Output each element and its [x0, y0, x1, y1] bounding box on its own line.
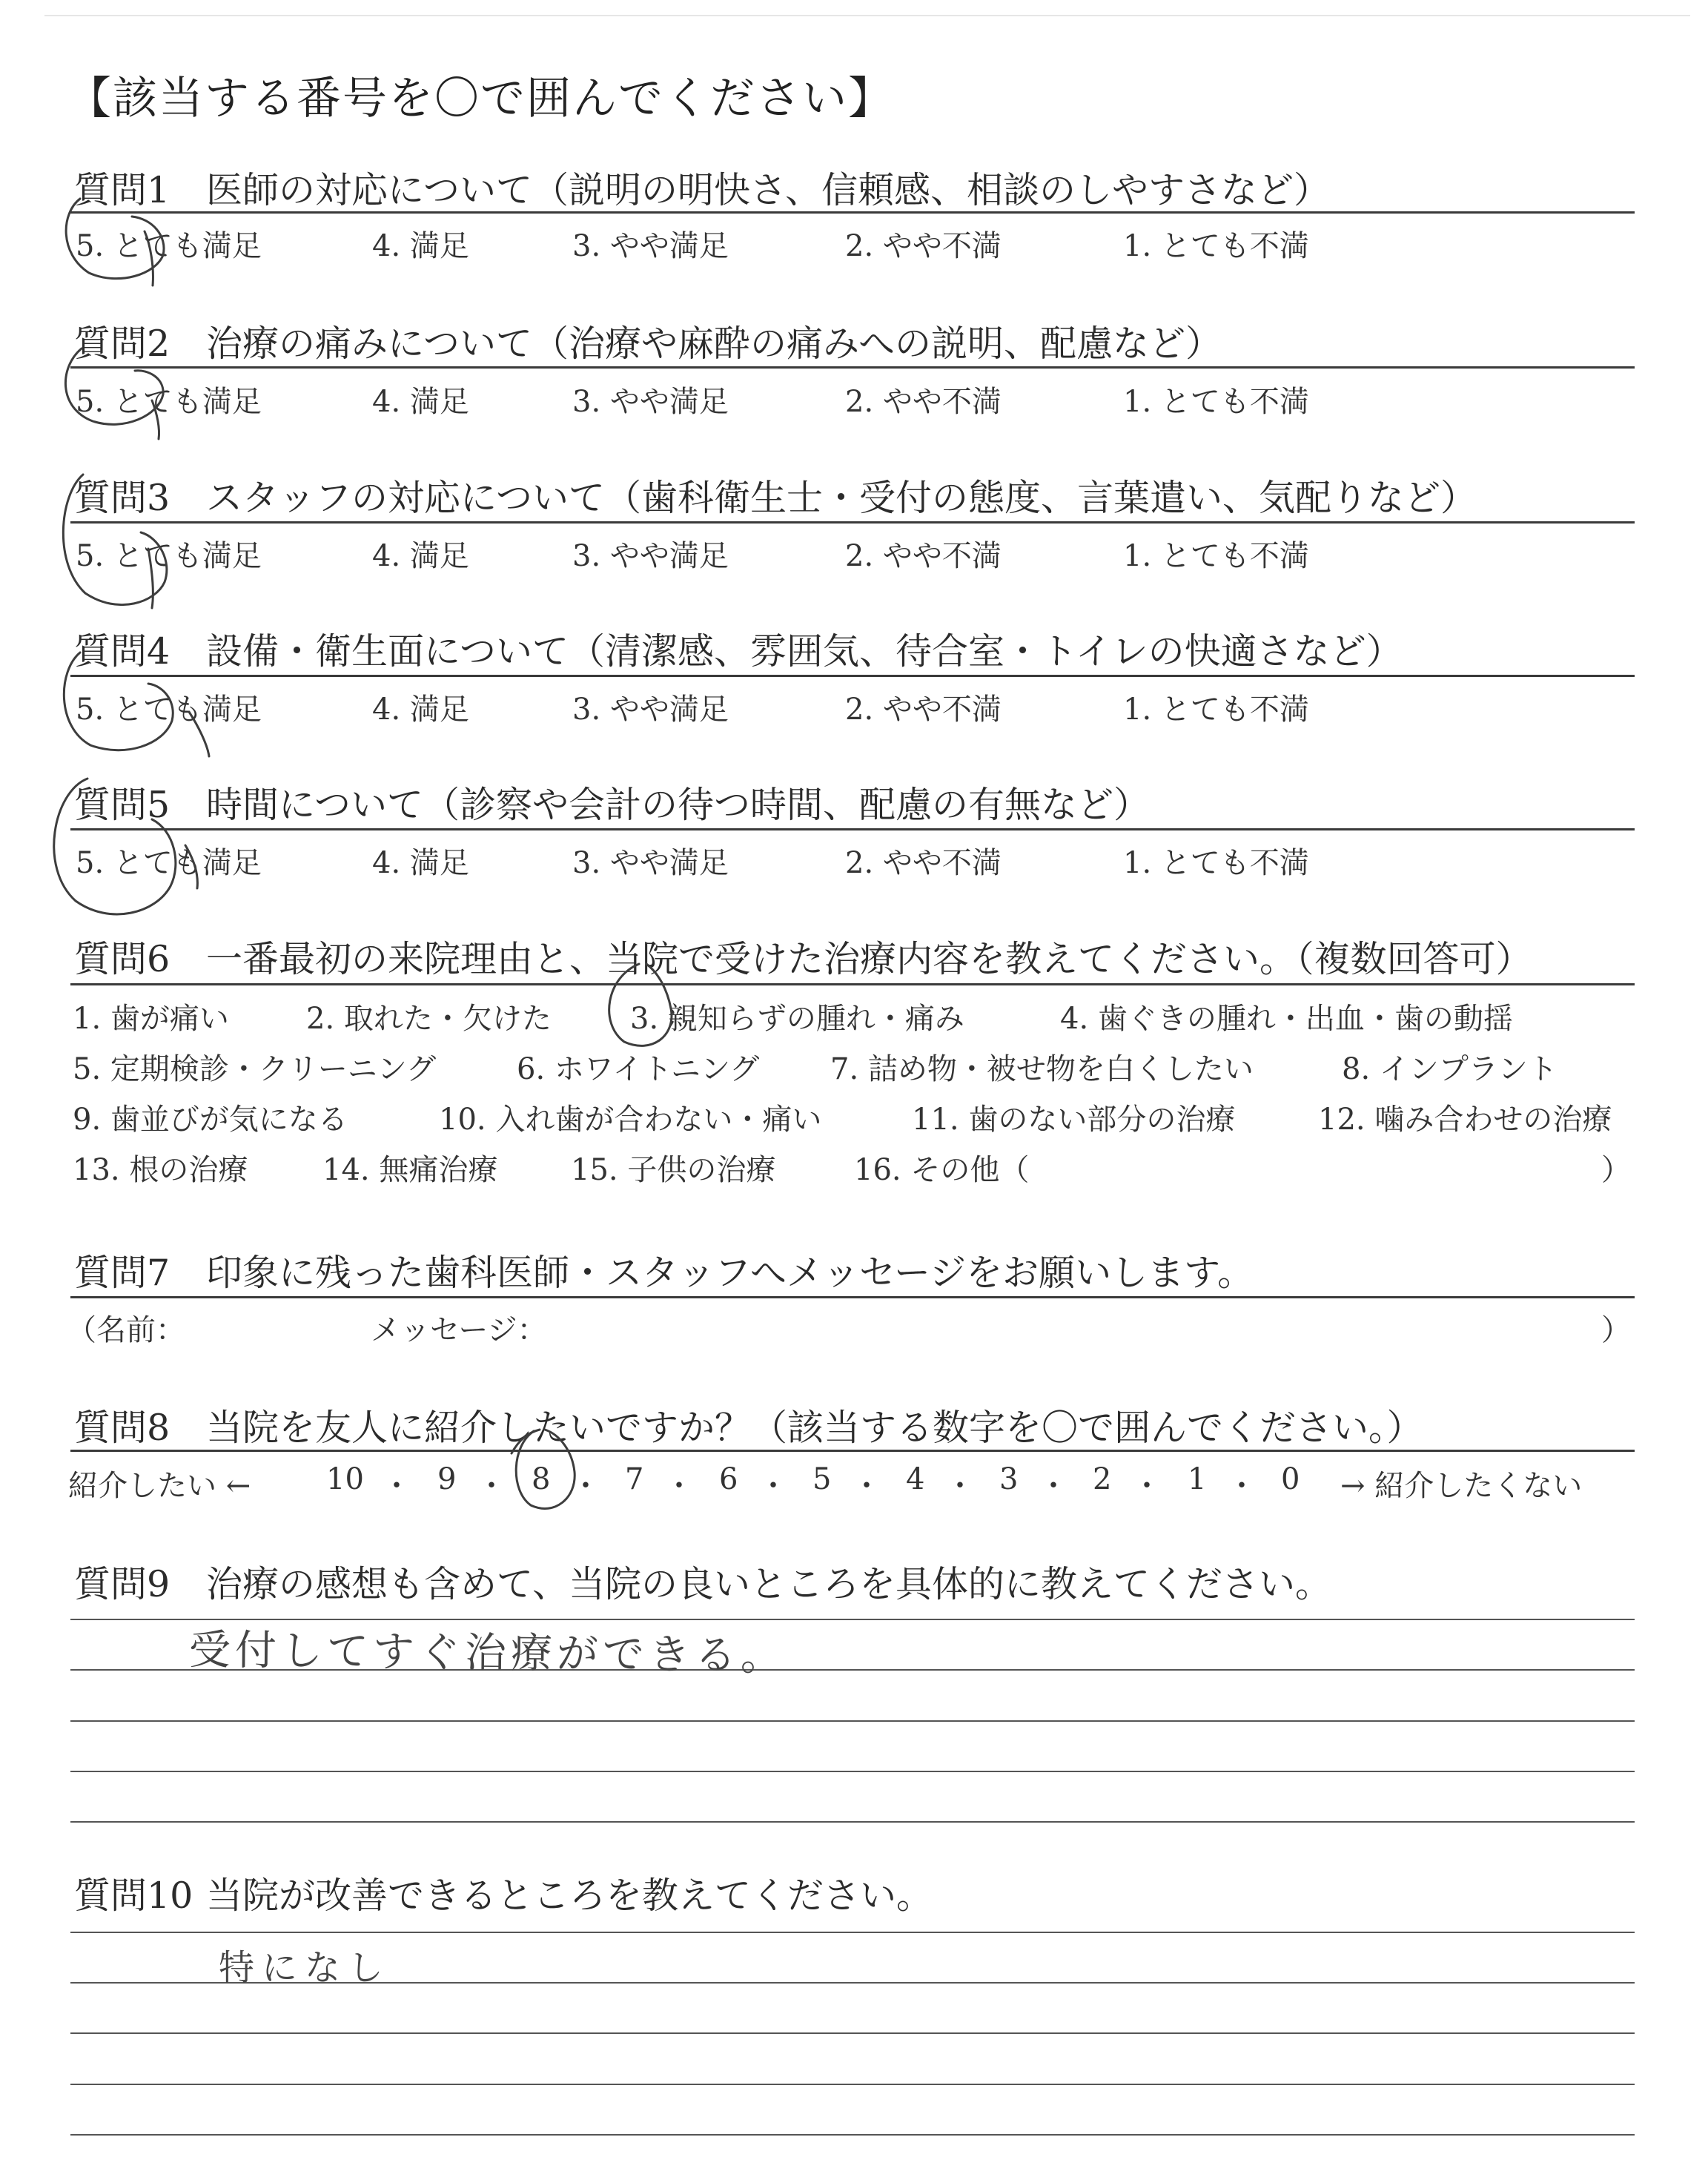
- q5-option-5[interactable]: 5. とても満足: [76, 846, 262, 880]
- q8-sep: ・: [852, 1469, 881, 1503]
- question-3-label: 質問3: [74, 477, 171, 519]
- question-1-text: 医師の対応について（説明の明快さ、信頼感、相談のしやすさなど）: [206, 169, 1331, 211]
- q6-option-10[interactable]: 10. 入れ歯が合わない・痛い: [439, 1103, 822, 1137]
- q3-option-1[interactable]: 1. とても不満: [1123, 539, 1309, 573]
- q3-option-5[interactable]: 5. とても満足: [76, 539, 262, 573]
- q8-sep: ・: [945, 1469, 975, 1503]
- q6-option-12[interactable]: 12. 噛み合わせの治療: [1318, 1103, 1612, 1137]
- q1-option-4[interactable]: 4. 満足: [372, 229, 469, 263]
- circle-mark-q8-8-tail: [512, 1430, 540, 1453]
- question-4-text: 設備・衛生面について（清潔感、雰囲気、待合室・トイレの快適さなど）: [206, 630, 1403, 673]
- q3-option-3[interactable]: 3. やや満足: [572, 539, 729, 573]
- question-10-text: 当院が改善できるところを教えてください。: [206, 1875, 933, 1917]
- q1-option-5[interactable]: 5. とても満足: [76, 229, 262, 263]
- question-5-text: 時間について（診察や会計の待つ時間、配慮の有無など）: [206, 784, 1151, 826]
- q1-option-2[interactable]: 2. やや不満: [845, 229, 1002, 263]
- circle-mark-q5-tail: [185, 845, 197, 888]
- q6-option-8[interactable]: 8. インプラント: [1342, 1052, 1558, 1086]
- question-10-label: 質問10: [74, 1875, 193, 1917]
- q8-scale-6[interactable]: 6: [719, 1462, 738, 1496]
- q6-option-15[interactable]: 15. 子供の治療: [571, 1153, 776, 1187]
- question-1-label: 質問1: [74, 169, 171, 211]
- q8-scale-7[interactable]: 7: [625, 1462, 644, 1496]
- q6-option-13[interactable]: 13. 根の治療: [73, 1153, 248, 1187]
- circle-mark-q8-8: [516, 1430, 575, 1508]
- q6-option-16[interactable]: 16. その他（: [854, 1153, 1030, 1187]
- q8-sep: ・: [1227, 1469, 1257, 1503]
- question-7-text: 印象に残った歯科医師・スタッフへメッセージをお願いします。: [206, 1252, 1254, 1294]
- question-4-label: 質問4: [74, 630, 171, 673]
- circle-mark-q1: [66, 199, 164, 279]
- question-6-text: 一番最初の来院理由と、当院で受けた治療内容を教えてください。（複数回答可）: [206, 938, 1532, 980]
- question-2-text: 治療の痛みについて（治療や麻酔の痛みへの説明、配慮など）: [206, 323, 1222, 365]
- q8-scale-0[interactable]: 0: [1281, 1462, 1300, 1496]
- q8-right-label: → 紹介したくない: [1340, 1469, 1583, 1503]
- q2-option-3[interactable]: 3. やや満足: [572, 385, 729, 419]
- circle-mark-q5: [54, 779, 176, 914]
- question-2-label: 質問2: [74, 323, 171, 365]
- q4-option-3[interactable]: 3. やや満足: [572, 693, 729, 727]
- q10-handwritten-answer[interactable]: 特になし: [219, 1947, 391, 1989]
- q6-option-3[interactable]: 3. 親知らずの腫れ・痛み: [630, 1002, 964, 1036]
- q8-left-label: 紹介したい ←: [68, 1469, 251, 1503]
- circle-mark-q4-tail: [189, 712, 209, 756]
- q6-option-14[interactable]: 14. 無痛治療: [322, 1153, 498, 1187]
- q7-close-paren: ）: [1601, 1313, 1631, 1347]
- question-8-text: 当院を友人に紹介したいですか？（該当する数字を〇で囲んでください。）: [206, 1407, 1423, 1449]
- circle-mark-q3: [63, 475, 167, 605]
- q5-option-3[interactable]: 3. やや満足: [572, 846, 729, 880]
- question-7-label: 質問7: [74, 1252, 171, 1294]
- q1-option-1[interactable]: 1. とても不満: [1123, 229, 1309, 263]
- q8-sep: ・: [758, 1469, 788, 1503]
- q8-sep: ・: [571, 1469, 600, 1503]
- q6-option-11[interactable]: 11. 歯のない部分の治療: [912, 1103, 1236, 1137]
- q6-option-2[interactable]: 2. 取れた・欠けた: [306, 1002, 552, 1036]
- q3-option-2[interactable]: 2. やや不満: [845, 539, 1002, 573]
- q1-option-3[interactable]: 3. やや満足: [572, 229, 729, 263]
- question-3-text: スタッフの対応について（歯科衛生士・受付の態度、言葉遣い、気配りなど）: [206, 477, 1477, 519]
- question-6-label: 質問6: [74, 938, 171, 980]
- q2-option-5[interactable]: 5. とても満足: [76, 385, 262, 419]
- q4-option-5[interactable]: 5. とても満足: [76, 693, 262, 727]
- q5-option-2[interactable]: 2. やや不満: [845, 846, 1002, 880]
- q8-sep: ・: [1132, 1469, 1162, 1503]
- q8-scale-8[interactable]: 8: [532, 1462, 551, 1496]
- q8-scale-9[interactable]: 9: [437, 1462, 457, 1496]
- question-5-label: 質問5: [74, 784, 171, 826]
- q2-option-1[interactable]: 1. とても不満: [1123, 385, 1309, 419]
- q8-scale-3[interactable]: 3: [999, 1462, 1019, 1496]
- q4-option-2[interactable]: 2. やや不満: [845, 693, 1002, 727]
- q8-scale-4[interactable]: 4: [906, 1462, 925, 1496]
- q8-scale-5[interactable]: 5: [812, 1462, 832, 1496]
- circle-mark-q2: [65, 349, 163, 424]
- q6-option-9[interactable]: 9. 歯並びが気になる: [73, 1103, 348, 1137]
- q9-handwritten-answer[interactable]: 受付してすぐ治療ができる。: [188, 1625, 787, 1681]
- q7-name-label: （名前：: [67, 1313, 185, 1347]
- q8-sep: ・: [1039, 1469, 1068, 1503]
- q8-scale-1[interactable]: 1: [1188, 1462, 1207, 1496]
- q2-option-4[interactable]: 4. 満足: [372, 385, 469, 419]
- q4-option-1[interactable]: 1. とても不満: [1123, 693, 1309, 727]
- q6-option-4[interactable]: 4. 歯ぐきの腫れ・出血・歯の動揺: [1060, 1002, 1513, 1036]
- q6-option-6[interactable]: 6. ホワイトニング: [517, 1052, 760, 1086]
- question-8-label: 質問8: [74, 1407, 171, 1449]
- circle-mark-q4: [64, 653, 173, 750]
- q6-other-close-paren: ）: [1601, 1153, 1631, 1187]
- form-heading: 【該当する番号を〇で囲んでください】: [67, 73, 894, 125]
- q5-option-1[interactable]: 1. とても不満: [1123, 846, 1309, 880]
- q7-message-label: メッセージ：: [371, 1313, 547, 1347]
- question-9-text: 治療の感想も含めて、当院の良いところを具体的に教えてください。: [206, 1563, 1332, 1605]
- circle-mark-q1-tail: [145, 231, 153, 285]
- q6-option-5[interactable]: 5. 定期検診・クリーニング: [73, 1052, 437, 1086]
- q6-option-7[interactable]: 7. 詰め物・被せ物を白くしたい: [830, 1052, 1254, 1086]
- q2-option-2[interactable]: 2. やや不満: [845, 385, 1002, 419]
- question-9-label: 質問9: [74, 1563, 171, 1605]
- q3-option-4[interactable]: 4. 満足: [372, 539, 469, 573]
- q6-option-1[interactable]: 1. 歯が痛い: [73, 1002, 229, 1036]
- q8-scale-2[interactable]: 2: [1093, 1462, 1112, 1496]
- q8-sep: ・: [382, 1469, 411, 1503]
- q8-sep: ・: [664, 1469, 694, 1503]
- q5-option-4[interactable]: 4. 満足: [372, 846, 469, 880]
- q8-sep: ・: [477, 1469, 506, 1503]
- q4-option-4[interactable]: 4. 満足: [372, 693, 469, 727]
- q8-scale-10[interactable]: 10: [326, 1462, 364, 1496]
- circle-mark-q6-3: [609, 964, 672, 1046]
